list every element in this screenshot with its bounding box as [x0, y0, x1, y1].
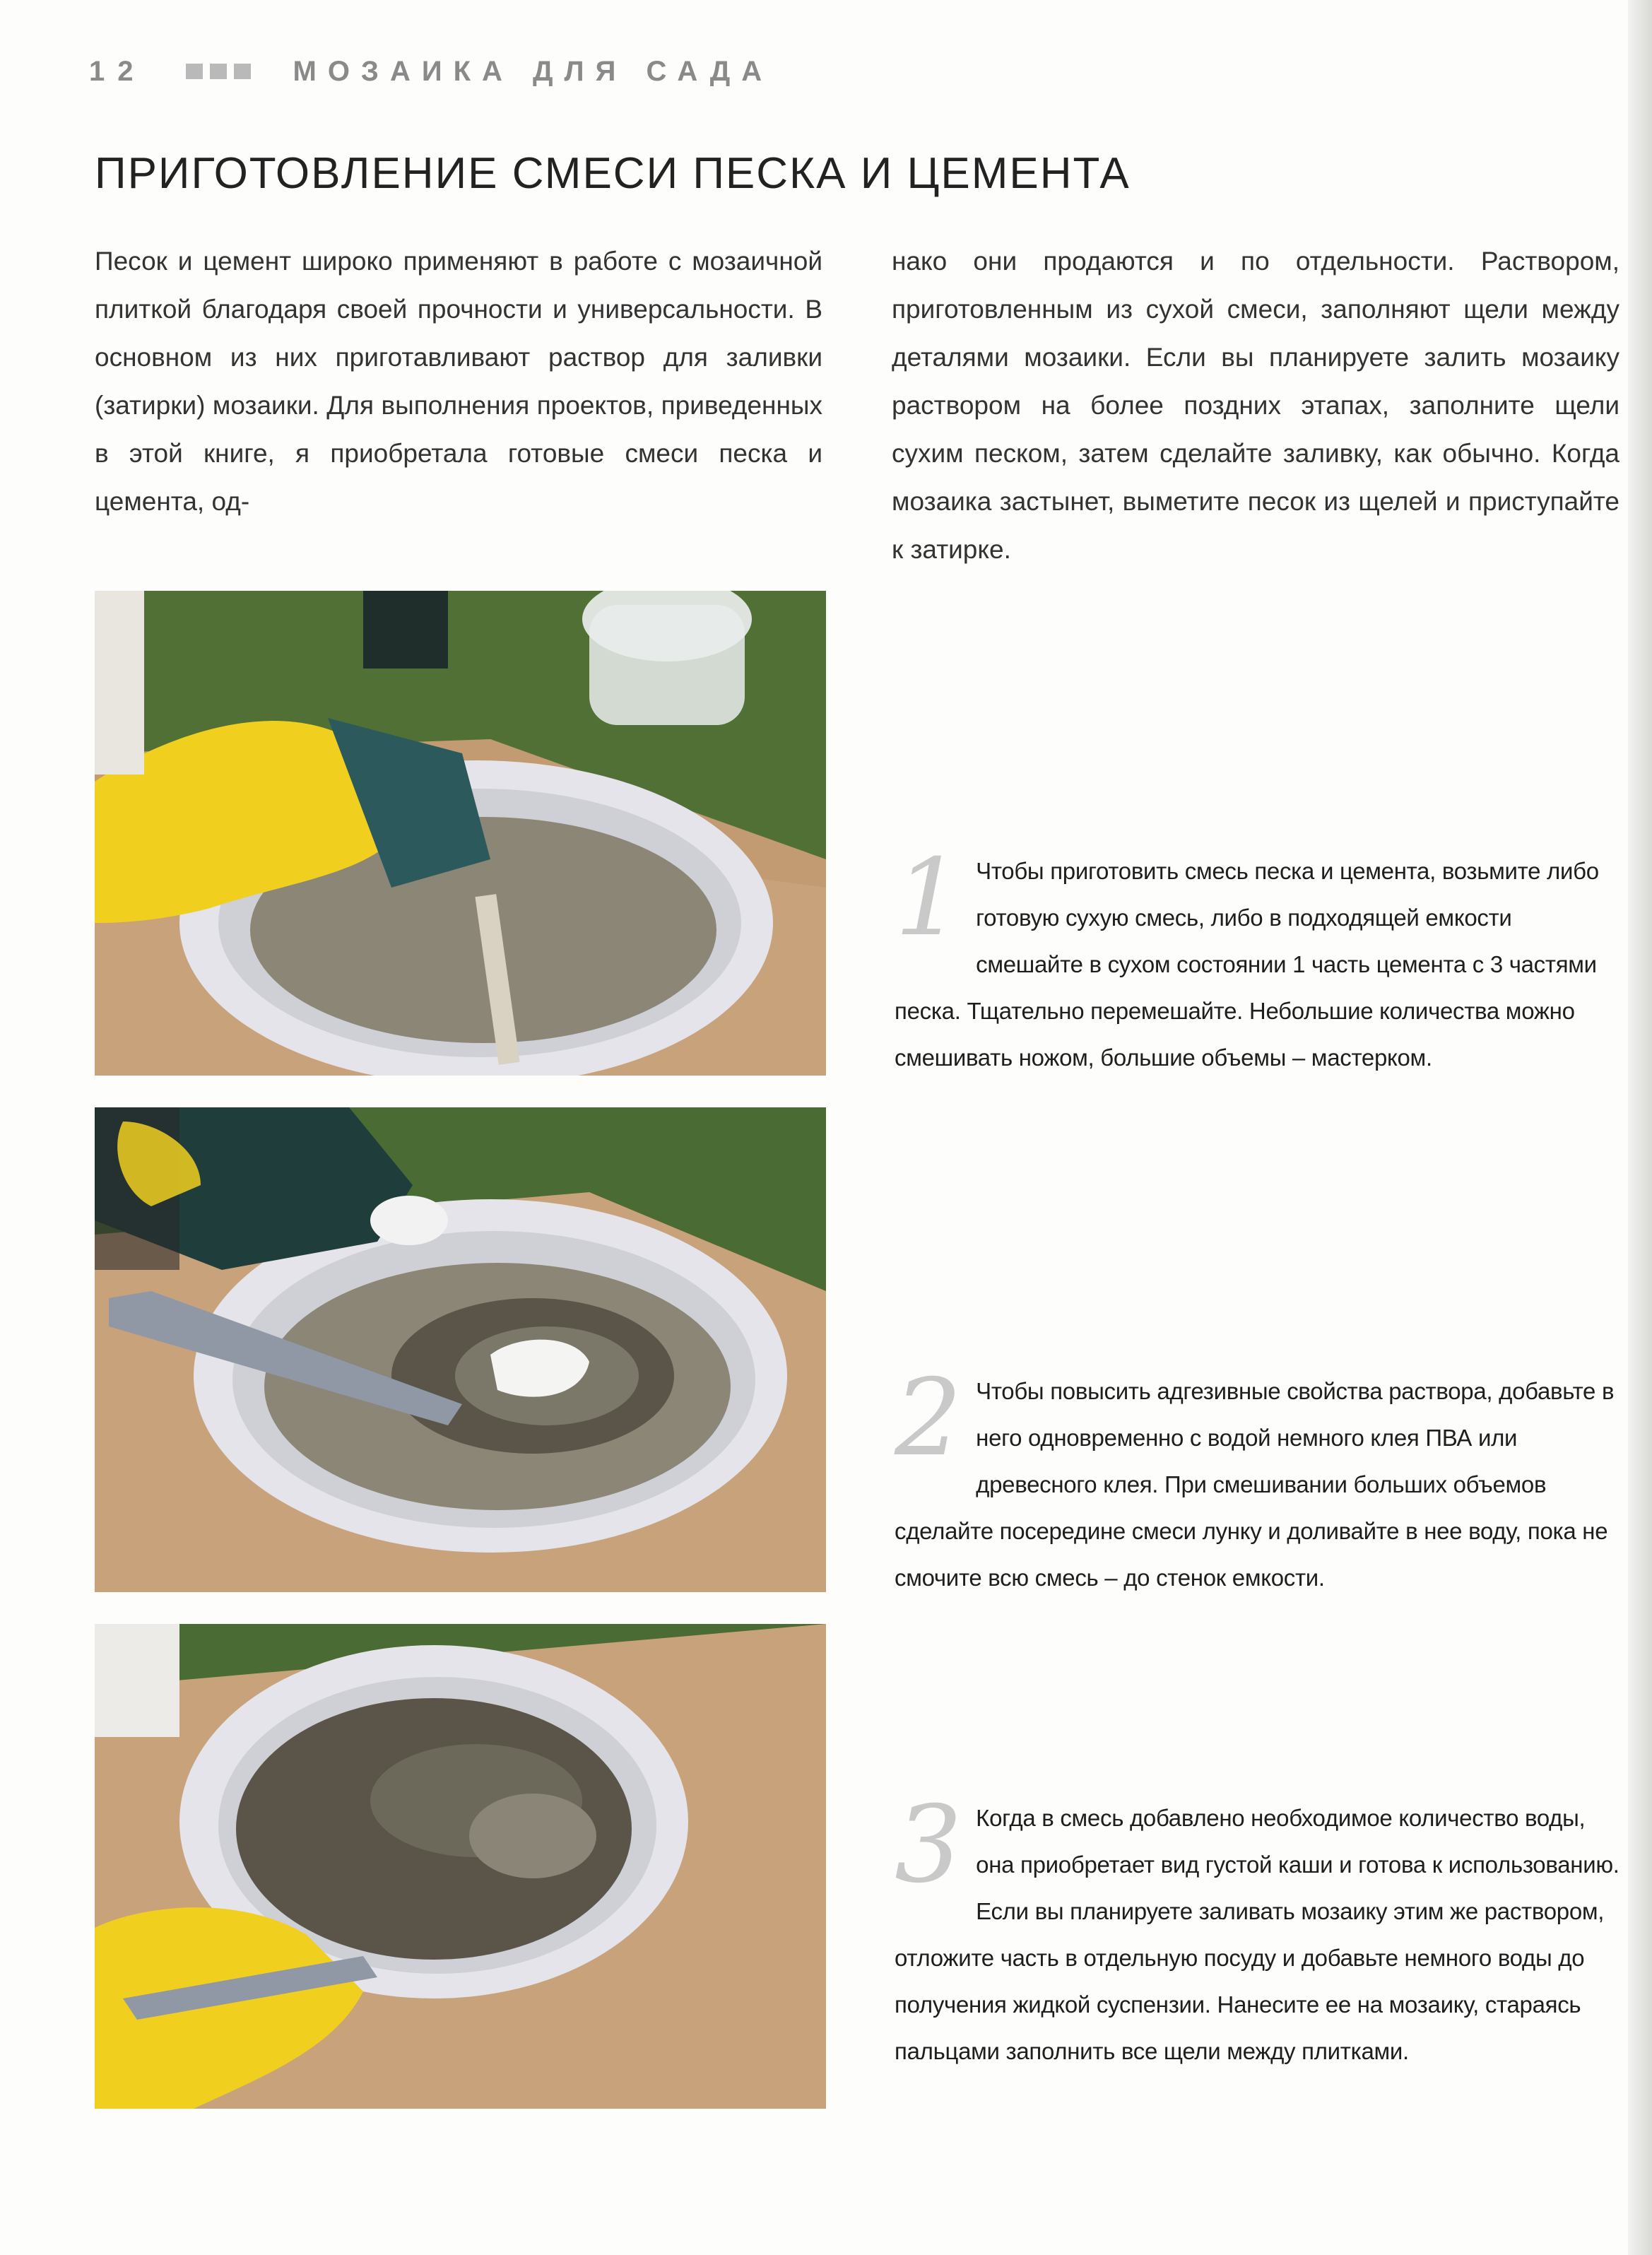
step-text: Чтобы повысить адгезивные свойства раствора, добавьте в него одновременно с водой немного клея ПВА или древесного клея. При смешивании больших объемов сделайте посередине смеси лунку и доливайте в нее воду, пока не смочите всю смесь – до стенок емкости. — [895, 1378, 1615, 1591]
photo-wet-mix — [95, 1624, 826, 2109]
step-1 — [895, 837, 1622, 1081]
step-text: Чтобы приготовить смесь песка и цемента, возьмите либо готовую сухую смесь, либо в подходящей емкости смешайте в сухом состоянии 1 часть цемента с 3 частями песка. Тщательно перемешайте. Небольшие количества можно смешивать ножом, большие объемы – мастерком. — [895, 858, 1599, 1071]
step-number: 1 — [895, 837, 962, 960]
page-edge-shadow — [1628, 0, 1652, 2255]
intro-column-left: Песок и цемент широко применяют в работе с мозаичной плиткой благодаря своей прочности и универсальности. В основном из них приготавливают раствор для заливки (затирки) мозаики. Для выполнения проектов, приведенных в этой книге, я приобретала готовые смеси песка и цемента, од- — [95, 247, 822, 516]
intro-column-right: нако они продаются и по отдельности. Раствором, приготовленным из сухой смеси, заполняют щели между деталями мозаики. Если вы планируете залить мозаику раствором на более поздних этапах, заполните щели сухим песком, затем сделайте заливку, как обычно. Когда мозаика застынет, выметите песок из щелей и приступайте к затирке. — [892, 247, 1619, 564]
step-3 — [895, 1784, 1622, 2075]
photo-adding-glue — [95, 1107, 826, 1592]
photo-dry-mixing — [95, 591, 826, 1076]
page-title: ПРИГОТОВЛЕНИЕ СМЕСИ ПЕСКА И ЦЕМЕНТА — [95, 149, 1131, 198]
step-number: 2 — [895, 1357, 962, 1480]
book-title: МОЗАИКА ДЛЯ САДА — [293, 55, 774, 87]
step-2 — [895, 1357, 1622, 1601]
step-number: 3 — [895, 1784, 962, 1907]
page-number: 12 — [89, 55, 146, 87]
running-head — [89, 55, 773, 88]
running-head-ornament — [186, 64, 251, 79]
step-text: Когда в смесь добавлено необходимое количество воды, она приобретает вид густой каши и готова к использованию. Если вы планируете заливать мозаику этим же раствором, отложите часть в отдельную посуду и добавьте немного воды до получения жидкой суспензии. Нанесите ее на мозаику, стараясь пальцами заполнить все щели между плитками. — [895, 1805, 1619, 2064]
